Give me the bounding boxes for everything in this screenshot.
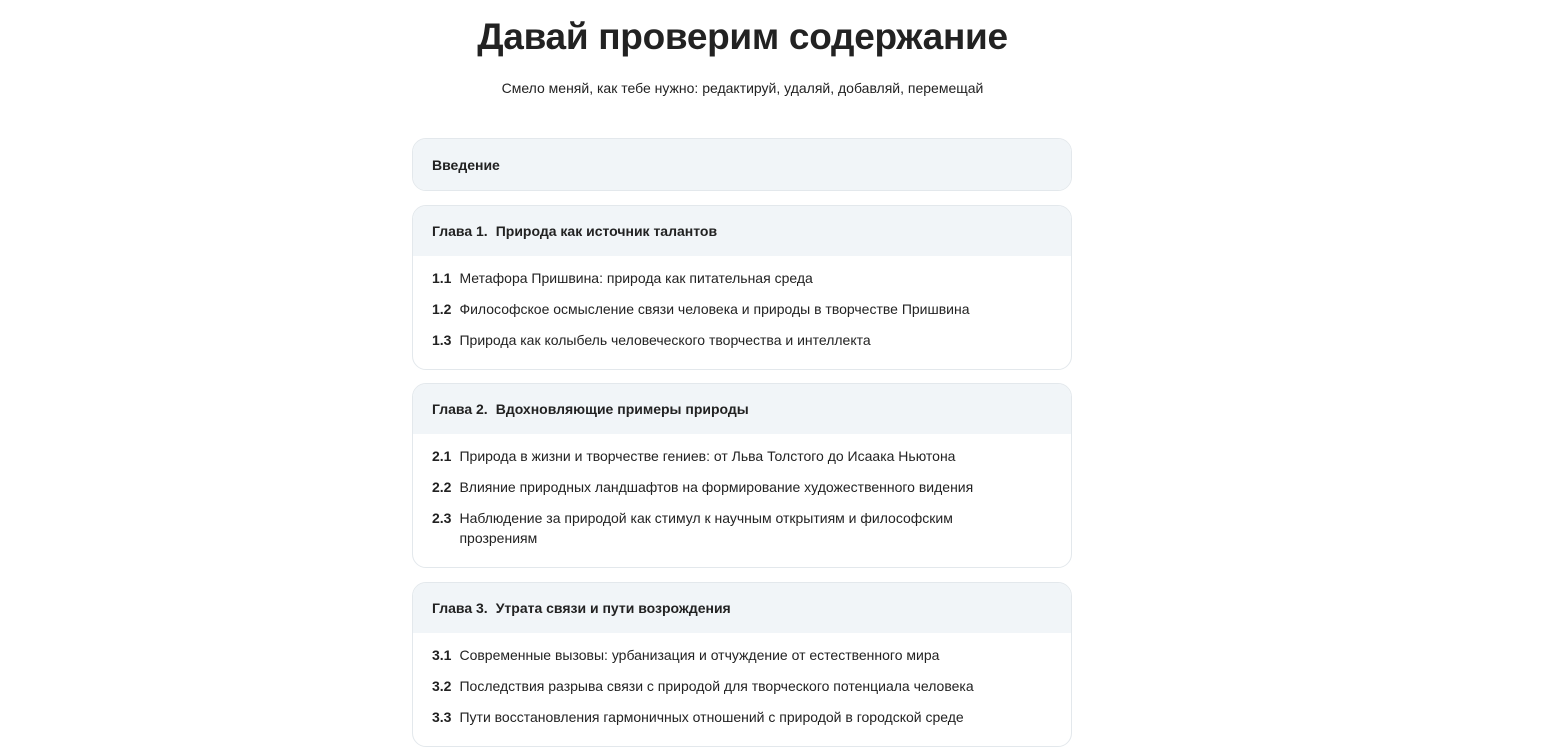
section-title: Природа как колыбель человеческого творчества и интеллекта [459,332,871,348]
section-number: 3.2 [432,678,452,694]
chapter-title: Вдохновляющие примеры природы [495,401,749,417]
section-number: 3.3 [432,709,452,725]
section-title: Пути восстановления гармоничных отношений с природой в городской среде [459,709,964,725]
chapter-title: Утрата связи и пути возрождения [495,600,731,616]
section-item[interactable] [432,645,1052,665]
section-title: Современные вызовы: урбанизация и отчуждение от естественного мира [459,647,940,663]
chapter-header[interactable] [413,384,1071,434]
section-item[interactable] [432,330,1052,350]
chapter-card-2 [412,383,1072,568]
chapter-number: Глава 3. [432,600,488,616]
section-item[interactable] [432,446,1052,466]
page-title: Давай проверим содержание [477,16,1008,57]
chapter-card-1 [412,205,1072,370]
chapter-card-3 [412,582,1072,747]
section-title: Природа в жизни и творчестве гениев: от Льва Толстого до Исаака Ньютона [459,448,956,464]
section-item[interactable] [432,299,1052,319]
section-number: 1.2 [432,301,452,317]
chapter-title: Природа как источник талантов [495,223,718,239]
section-number: 2.3 [432,510,452,526]
chapter-header[interactable] [413,583,1071,633]
section-title: Метафора Пришвина: природа как питательная среда [459,270,813,286]
section-title: Последствия разрыва связи с природой для творческого потенциала человека [459,678,974,694]
section-number: 3.1 [432,647,452,663]
intro-title[interactable]: Введение [413,139,1071,190]
section-number: 2.1 [432,448,452,464]
chapter-number: Глава 1. [432,223,488,239]
section-item[interactable] [432,477,1052,497]
section-number: 2.2 [432,479,452,495]
section-item[interactable] [432,707,1052,727]
section-number: 1.1 [432,270,452,286]
section-title: Философское осмысление связи человека и природы в творчестве Пришвина [459,301,970,317]
section-item[interactable] [432,508,1052,548]
chapter-number: Глава 2. [432,401,488,417]
section-item[interactable] [432,268,1052,288]
intro-card[interactable] [412,138,1072,191]
section-title: Наблюдение за природой как стимул к научным открытиям и философским прозрениям [459,510,953,546]
page-subtitle: Смело меняй, как тебе нужно: редактируй, удаляй, добавляй, перемещай [501,80,984,96]
chapter-header[interactable] [413,206,1071,256]
section-item[interactable] [432,676,1052,696]
section-number: 1.3 [432,332,452,348]
section-title: Влияние природных ландшафтов на формирование художественного видения [459,479,974,495]
